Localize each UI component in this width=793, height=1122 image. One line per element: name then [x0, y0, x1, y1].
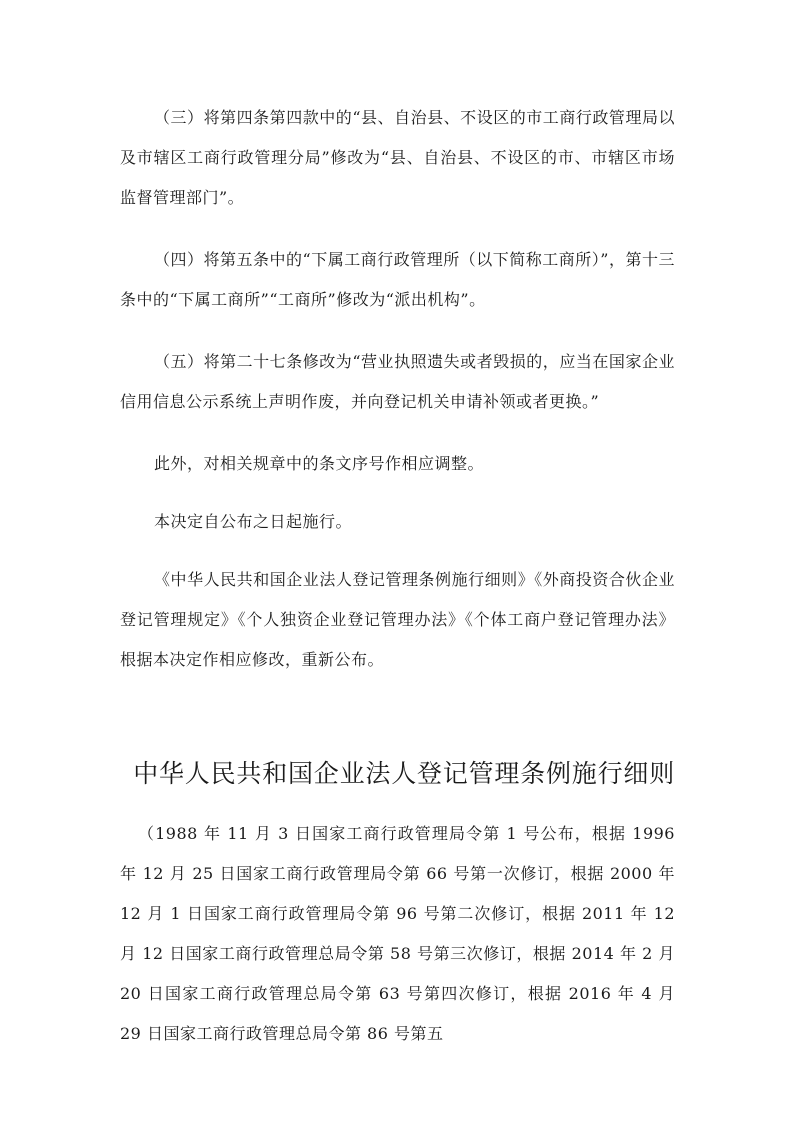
paragraph-item-4: （四）将第五条中的“下属工商行政管理所（以下简称工商所）”，第十三条中的“下属工商所”“工商所”修改为“派出机构”。 — [120, 250, 675, 309]
revision-history-preamble: （1988 年 11 月 3 日国家工商行政管理局令第 1 号公布，根据 1996 年 12 月 25 日国家工商行政管理局令第 66 号第一次修订，根据 2000 年 12 月 1 日国家工商行政管理局令第 96 号第二次修订，根据 2011 年 12 月 12 日国家工商行政管理总局令第 58 号第三次修订，根据 2014 年 2 月 20 日国家工商行政管理总局令第 63 号第四次修订，根据 2016 年 4 月 29 日国家工商行政管理总局令第 86 号第五 — [120, 824, 675, 1043]
document-title: 中华人民共和国企业法人登记管理条例施行细则 — [133, 759, 675, 788]
paragraph-republication: 《中华人民共和国企业法人登记管理条例施行细则》《外商投资合伙企业登记管理规定》《个人独资企业登记管理办法》《个体工商户登记管理办法》根据本决定作相应修改，重新公布。 — [120, 570, 675, 669]
paragraph-item-3: （三）将第四条第四款中的“县、自治县、不设区的市工商行政管理局以及市辖区工商行政管理分局”修改为“县、自治县、不设区的市、市辖区市场监督管理部门”。 — [120, 108, 675, 207]
paragraph-effective-date: 本决定自公布之日起施行。 — [154, 512, 353, 531]
paragraph-item-5: （五）将第二十七条修改为“营业执照遗失或者毁损的，应当在国家企业信用信息公示系统上声明作废，并向登记机关申请补领或者更换。” — [120, 352, 675, 411]
paragraph-renumbering: 此外，对相关规章中的条文序号作相应调整。 — [154, 454, 485, 473]
